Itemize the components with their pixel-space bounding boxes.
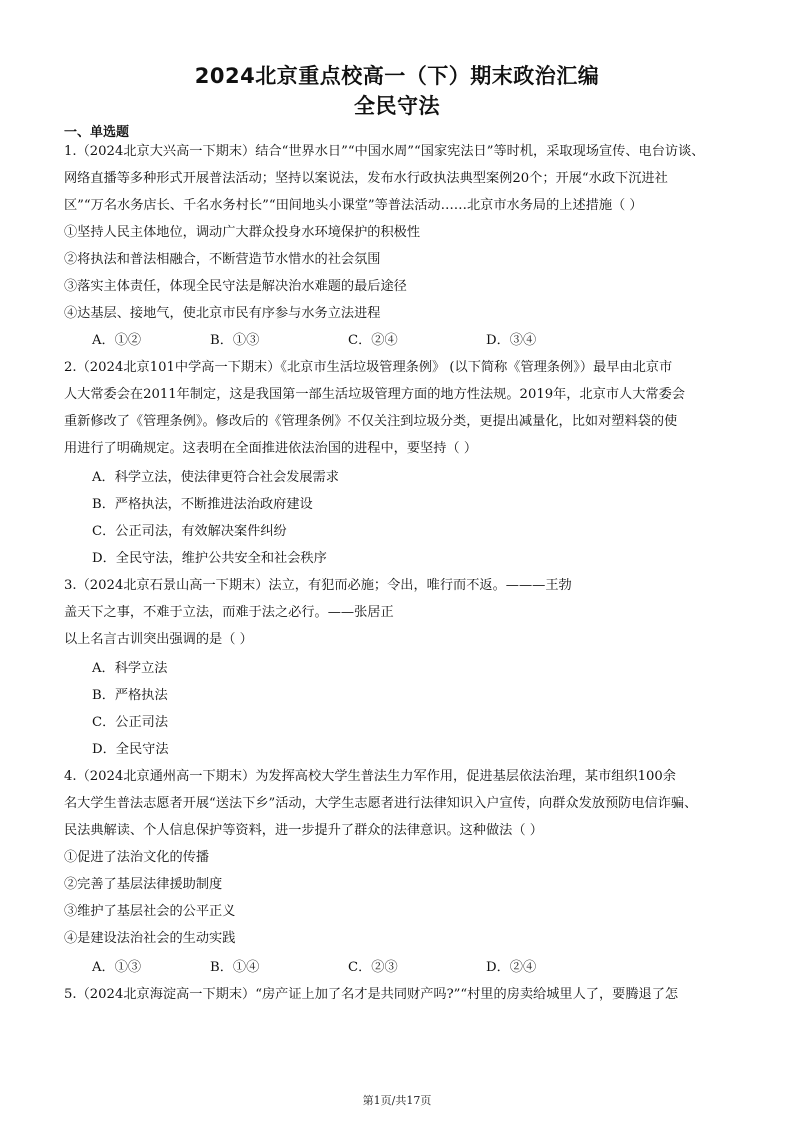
question-4-statement-4: ④是建设法治社会的生动实践	[64, 931, 236, 946]
question-2-line-1: 2.（2024北京101中学高一下期末）《北京市生活垃圾管理条例》 (以下简称《管理条例》）最早由北京市	[64, 360, 673, 375]
question-3-line-3: 以上名言古训突出强调的是（ ）	[64, 632, 253, 647]
question-1-statement-4: ④达基层、接地气，使北京市民有序参与水务立法进程	[64, 306, 381, 321]
question-4-statement-3: ③维护了基层社会的公平正义	[64, 904, 236, 919]
question-2-line-3: 重新修改了《管理条例》。修改后的《管理条例》不仅关注到垃圾分类，更提出减量化，比如对塑料袋的使	[64, 414, 678, 429]
section-heading: 一、单选题	[64, 125, 130, 140]
document-subtitle: 全民守法	[354, 94, 440, 118]
question-3-option-b: B．严格执法	[92, 688, 168, 703]
question-4-option-a: A．①③	[92, 960, 142, 975]
question-1-line-3: 区”“万名水务店长、千名水务村长”“田间地头小课堂”等普法活动……北京市水务局的上述措施（ ）	[64, 198, 643, 213]
question-4-option-b: B．①④	[210, 960, 260, 975]
question-1-option-c: C．②④	[348, 333, 398, 348]
question-3-line-2: 盖天下之事，不难于立法，而难于法之必行。——张居正	[64, 605, 394, 620]
page-number-footer: 第1页/共17页	[362, 1094, 432, 1107]
question-3-line-1: 3.（2024北京石景山高一下期末）法立，有犯而必施；令出，唯行而不返。———王勃	[64, 578, 572, 593]
question-1-line-2: 网络直播等多种形式开展普法活动；坚持以案说法，发布水行政执法典型案例20个；开展“水政下沉进社	[64, 171, 668, 186]
question-2-line-4: 用进行了明确规定。这表明在全面推进依法治国的进程中，要坚持（ ）	[64, 441, 478, 456]
question-1-statement-1: ①坚持人民主体地位，调动广大群众投身水环境保护的积极性	[64, 225, 421, 240]
question-4-line-2: 名大学生普法志愿者开展“送法下乡”活动，大学生志愿者进行法律知识入户宣传，向群众发放预防电信诈骗、	[64, 796, 698, 811]
question-3-option-c: C．公正司法	[92, 715, 169, 730]
question-1-line-1: 1.（2024北京大兴高一下期末）结合“世界水日”“中国水周”“国家宪法日”等时机，采取现场宣传、电台访谈、	[64, 144, 705, 159]
question-1-statement-3: ③落实主体责任，体现全民守法是解决治水难题的最后途径	[64, 279, 407, 294]
question-2-line-2: 人大常委会在2011年制定，这是我国第一部生活垃圾管理方面的地方性法规。2019年，北京市人大常委会	[64, 387, 685, 402]
question-4-option-d: D．②④	[486, 960, 537, 975]
question-4-statement-2: ②完善了基层法律援助制度	[64, 877, 223, 892]
document-title: 2024北京重点校高一（下）期末政治汇编	[194, 64, 600, 88]
question-2-option-d: D．全民守法，维护公共安全和社会秩序	[92, 551, 327, 566]
question-4-line-3: 民法典解读、个人信息保护等资料，进一步提升了群众的法律意识。这种做法（ ）	[64, 823, 543, 838]
question-2-option-b: B．严格执法，不断推进法治政府建设	[92, 497, 313, 512]
question-1-statement-2: ②将执法和普法相融合，不断营造节水惜水的社会氛围	[64, 252, 381, 267]
question-4-option-c: C．②③	[348, 960, 398, 975]
question-5-line-1: 5.（2024北京海淀高一下期末）“房产证上加了名才是共同财产吗?”“村里的房卖给城里人了，要腾退了怎	[64, 987, 679, 1002]
question-4-statement-1: ①促进了法治文化的传播	[64, 850, 210, 865]
question-4-line-1: 4.（2024北京通州高一下期末）为发挥高校大学生普法生力军作用，促进基层依法治理，某市组织100余	[64, 769, 676, 784]
question-1-option-a: A．①②	[92, 333, 142, 348]
question-2-option-c: C．公正司法，有效解决案件纠纷	[92, 524, 287, 539]
question-2-option-a: A．科学立法，使法律更符合社会发展需求	[92, 470, 339, 485]
question-1-option-b: B．①③	[210, 333, 260, 348]
question-1-option-d: D．③④	[486, 333, 537, 348]
question-3-option-a: A．科学立法	[92, 661, 168, 676]
question-3-option-d: D．全民守法	[92, 742, 169, 757]
